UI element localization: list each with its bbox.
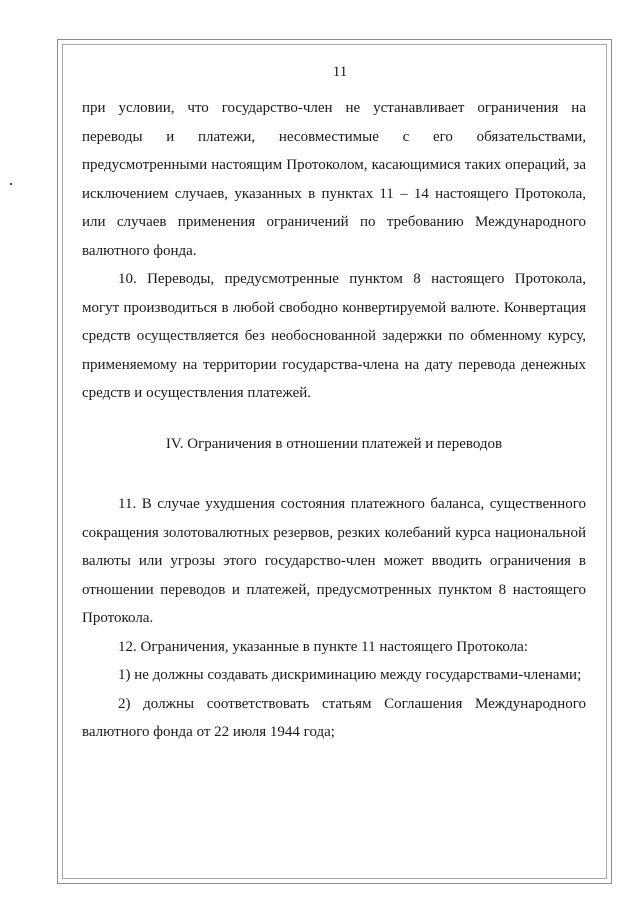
- paragraph-11: 11. В случае ухудшения состояния платежного баланса, существенного сокращения золотовалютных резервов, резких колебаний курса национальной валюты или угрозы этого государство-член может вводить ограничения в отношении переводов и платежей, предусмотренных пунктом 8 настоящего Протокола.: [82, 496, 586, 626]
- list-item-2: 2) должны соответствовать статьям Соглашения Международного валютного фонда от 22 июля 1944 года;: [82, 695, 586, 740]
- list-item-1: 1) не должны создавать дискриминацию между государствами-членами;: [118, 667, 582, 683]
- document-body: [82, 94, 586, 747]
- page-number: 11: [332, 64, 348, 80]
- scan-speck: [10, 183, 12, 185]
- paragraph-continuation: при условии, что государство-член не устанавливает ограничения на переводы и платежи, несовместимые с его обязательствами, предусмотренными настоящим Протоколом, касающимися таких операций, за исключением случаев, указанных в пунктах 11 – 14 настоящего Протокола, или случаев применения ограничений по требованию Международного валютного фонда.: [82, 100, 586, 259]
- paragraph-10: 10. Переводы, предусмотренные пунктом 8 настоящего Протокола, могут производиться в любой свободно конвертируемой валюте. Конвертация средств осуществляется без необоснованной задержки по обменному курсу, применяемому на территории государства-члена на дату перевода денежных средств и осуществления платежей.: [82, 271, 586, 401]
- paragraph-12: 12. Ограничения, указанные в пункте 11 настоящего Протокола:: [118, 638, 529, 655]
- section-heading: IV. Ограничения в отношении платежей и переводов: [165, 435, 503, 452]
